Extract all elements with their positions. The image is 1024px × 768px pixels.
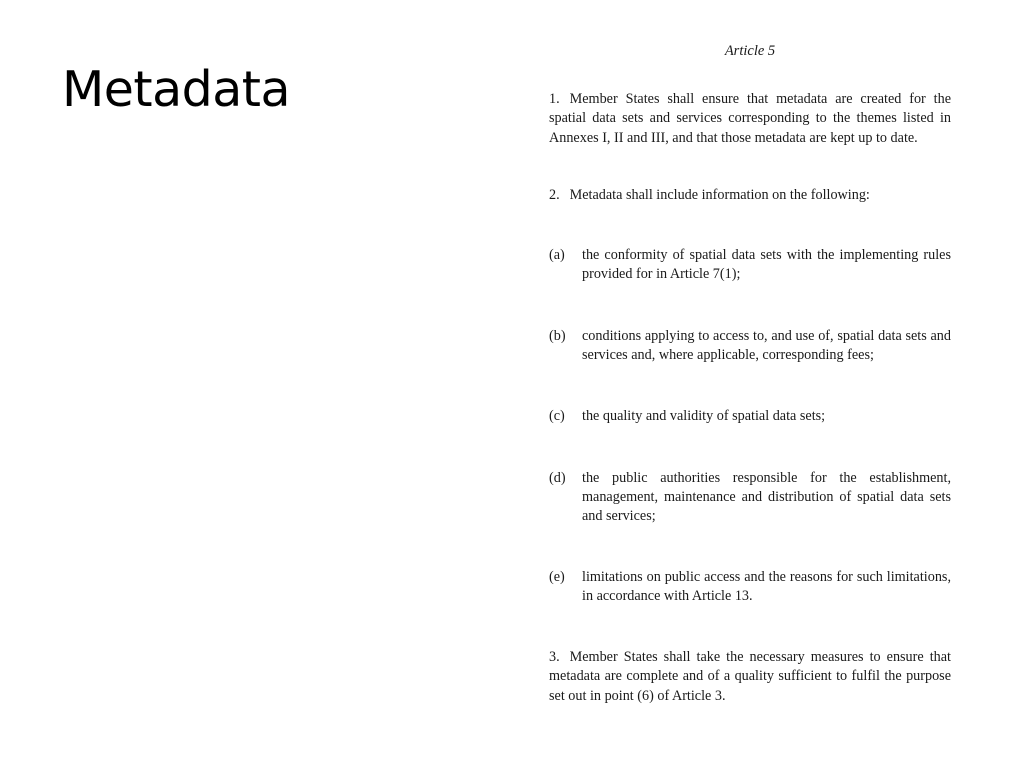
article-heading: Article 5 [724,43,776,59]
item-label: (c) [549,408,565,425]
item-text: limitations on public access and the reasons for such limitations, in accordance with Article 13. [582,568,951,604]
list-item-e [549,568,951,607]
item-text: the public authorities responsible for the establishment, management, maintenance and distribution of spatial data sets and services; [582,469,951,525]
item-text: the quality and validity of spatial data sets; [582,408,826,425]
slide-title: Metadata [62,61,291,118]
paragraph-number: 2. [549,186,560,203]
list-item-a [549,246,951,285]
item-label: (d) [549,469,566,486]
paragraph-1 [549,90,951,148]
article-excerpt [549,42,951,706]
list-item-d [549,469,951,527]
paragraph-text: Metadata shall include information on the following: [569,186,870,203]
paragraph-number: 3. [549,649,560,666]
item-text: conditions applying to access to, and use of, spatial data sets and services and, where applicable, corresponding fees; [582,327,951,364]
paragraph-2 [549,186,951,205]
list-item-b [549,327,951,366]
item-label: (a) [549,247,565,264]
item-text: the conformity of spatial data sets with the implementing rules provided for in Article 7(1); [582,247,951,283]
paragraph-text: Member States shall ensure that metadata are created for the spatial data sets and services corresponding to the themes listed in Annexes I, II and III, and that those metadata are kept up to date. [549,91,951,146]
paragraph-3 [549,648,951,706]
list-item-c [549,407,951,426]
paragraph-number: 1. [549,91,560,107]
item-label: (e) [549,568,565,585]
paragraph-text: Member States shall take the necessary measures to ensure that metadata are complete and of a quality sufficient to fulfil the purpose set out in point (6) of Article 3. [549,649,951,704]
item-label: (b) [549,327,566,344]
